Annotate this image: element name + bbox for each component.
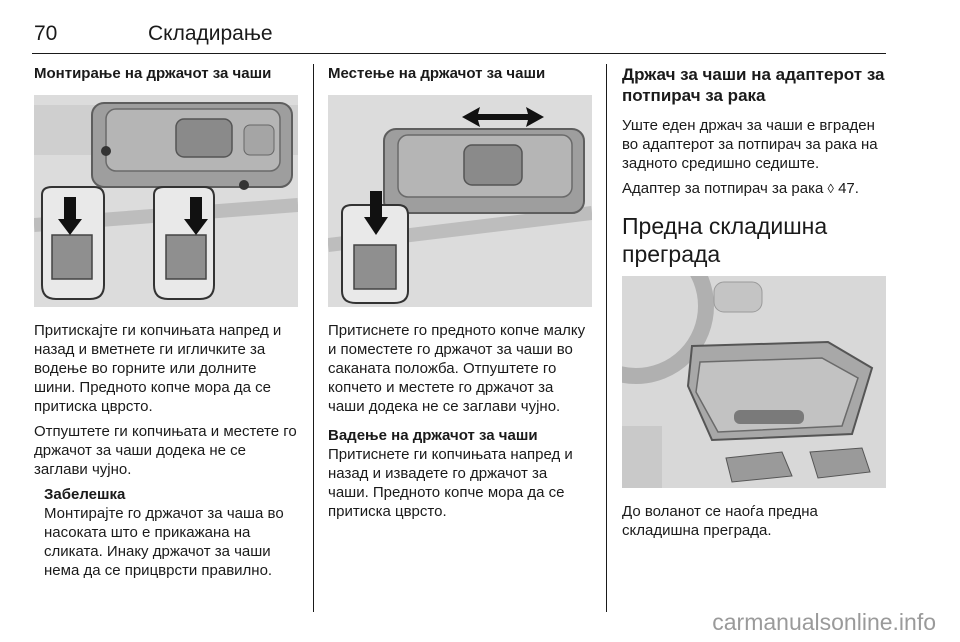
removing-paragraph: Притиснете ги копчињата напред и назад и извадете го држачот за чаши. Предното копче мора да се притиска цврсто. (328, 446, 573, 520)
adjusting-paragraph: Притиснете го предното копче малку и поместете го држачот за чаши во саканата положба. Отпуштете го копчето и местете го држачот за чаши додека не се заглави чујно. (328, 322, 586, 415)
adjusting-heading: Местење на држачот за чаши (328, 65, 546, 82)
mounting-heading: Монтирање на држачот за чаши (34, 65, 272, 82)
front-storage-caption: До воланот се наоѓа предна складишна преграда. (622, 503, 818, 539)
column-divider (313, 64, 314, 612)
column-armrest-and-storage (622, 64, 886, 540)
front-storage-compartment-illustration (622, 276, 886, 488)
armrest-paragraph: Уште еден држач за чаши е вграден во адаптерот за потпирач за рака на задното средишно седиште. (622, 117, 878, 172)
removing-heading: Вадење на држачот за чаши (328, 427, 538, 444)
section-title: Складирање (148, 22, 273, 45)
cup-holder-mounting-illustration (34, 95, 298, 307)
note-text: Монтирајте го држачот за чаша во насоката што е прикажана на сликата. Инаку држачот за чаши нема да се прицврсти правилно. (44, 505, 284, 579)
cup-holder-adjusting-illustration (328, 95, 592, 307)
mounting-paragraph: Притискајте ги копчињата напред и назад и вметнете ги игличките за водење во горните или долните шини. Предното копче мора да се притиска цврсто. (34, 322, 282, 415)
page-number: 70 (34, 22, 58, 45)
column-adjusting (328, 64, 592, 521)
armrest-cup-holder-heading: Држач за чаши на адаптерот за потпирач за рака (622, 65, 885, 105)
column-divider (606, 64, 607, 612)
page-reference-icon: ◊ (827, 181, 834, 196)
watermark: carmanualsonline.info (712, 609, 936, 635)
release-paragraph: Отпуштете ги копчињата и местете го држачот за чаши додека не се заглави чујно. (34, 423, 297, 478)
note-block (44, 485, 298, 580)
column-mounting (34, 64, 298, 580)
note-title: Забелешка (44, 486, 126, 503)
armrest-reference (622, 179, 886, 198)
armrest-reference-page[interactable]: 47. (833, 180, 859, 197)
front-storage-heading: Предна складишна преграда (622, 213, 828, 267)
page-header (32, 20, 886, 54)
armrest-reference-text: Адаптер за потпирач за рака (622, 180, 828, 197)
